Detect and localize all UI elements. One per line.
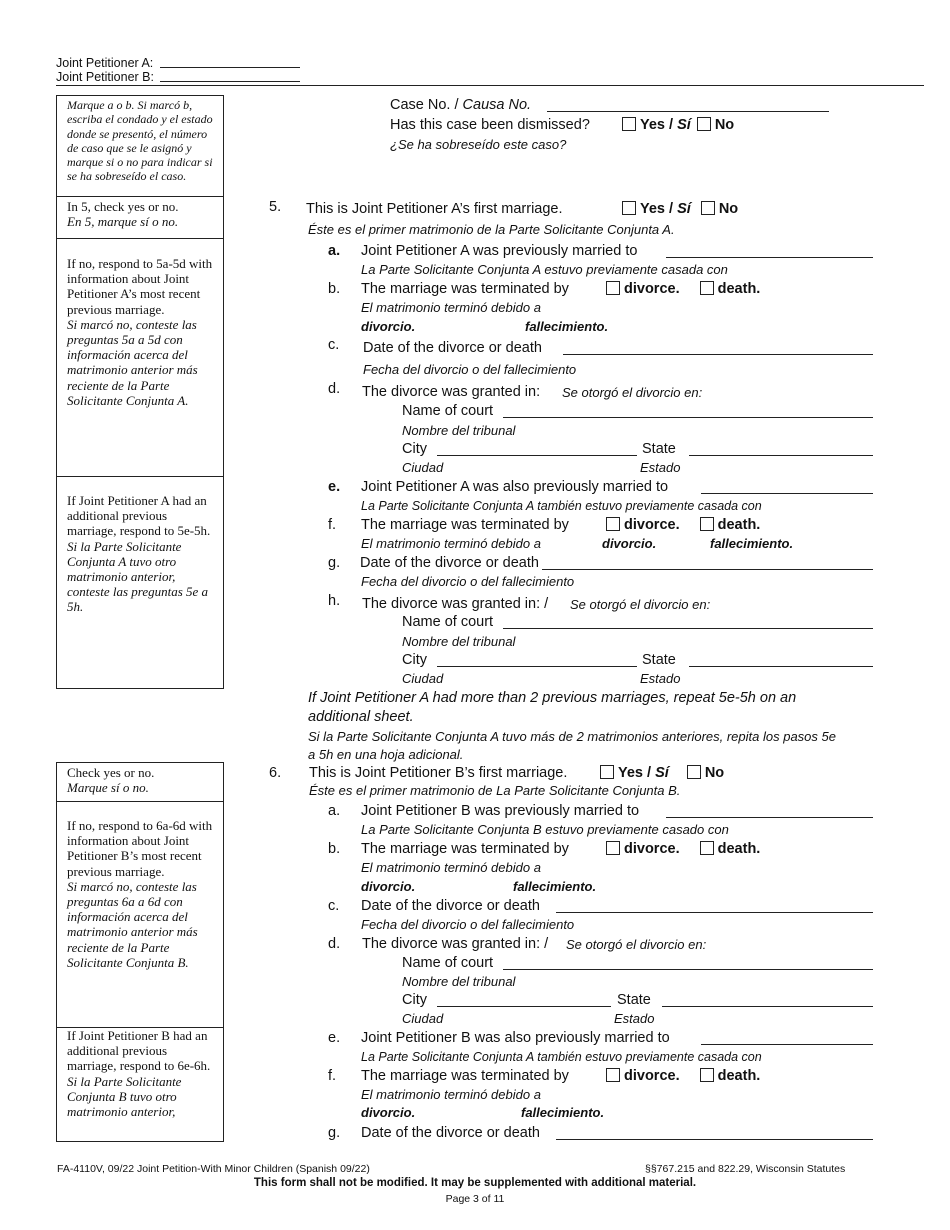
s6e-text: Joint Petitioner B was also previously married to [361,1030,670,1046]
s6d-city-field[interactable] [437,1006,611,1007]
s5b-divorcio: divorcio. [361,319,416,334]
dismissed-question-es: ¿Se ha sobreseído este caso? [390,137,567,152]
s5d-court-es: Nombre del tribunal [402,423,516,438]
s6c-label: c. [328,898,340,914]
s6g-label: g. [328,1125,341,1141]
section-6-statement-es: Éste es el primer matrimonio de La Parte Solicitante Conjunta B. [309,783,681,798]
s5c-es: Fecha del divorcio o del fallecimiento [363,362,577,377]
s5e-field[interactable] [701,493,873,494]
s6-yes-checkbox[interactable] [600,765,614,779]
s6d-state-field[interactable] [662,1006,873,1007]
dismissed-yes-checkbox[interactable] [622,117,636,131]
footer-form-id: FA-4110V, 09/22 Joint Petition-With Minor Children (Spanish 09/22) [57,1163,370,1175]
s5c-text: Date of the divorce or death [363,340,542,356]
s5f-fallecimiento: fallecimiento. [710,536,794,551]
s5-additional-es: Si la Parte Solicitante Conjunta A tuvo otro matrimonio anterior, conteste las preguntas 5e a 5h. [67,538,209,615]
s5d-estado: Estado [640,460,681,475]
s5d-city-label: City [402,441,427,457]
case-note: Marque a o b. Si marcó b, escriba el condado y el estado donde se presentó, el número de caso que se le asignó y marque si o no para indicar si se ha sobreseído el caso. [57,96,223,197]
footer-page-number: Page 3 of 11 [445,1193,505,1205]
s5e-label: e. [328,479,341,495]
s5h-court-es: Nombre del tribunal [402,634,516,649]
s5-if-no-es: Si marcó no, conteste las preguntas 5a a 5d con información acerca del matrimonio anterior más reciente de la Parte Solicitante Conjunta A. [67,316,198,408]
s5d-label: d. [328,381,341,397]
s5f-death-checkbox[interactable] [700,517,714,531]
s5h-text: The divorce was granted in: / [362,596,549,612]
section-5-number: 5. [269,199,282,215]
s5f-text: The marriage was terminated by [361,517,569,533]
s6-additional-en: If Joint Petitioner B had an additional previous marriage, respond to 6e-6h. [67,1028,211,1074]
s5d-state-label: State [642,441,676,457]
s6b-text: The marriage was terminated by [361,841,569,857]
s6f-fallecimiento: fallecimiento. [521,1105,605,1120]
s5d-state-field[interactable] [689,455,873,456]
s6d-court-es: Nombre del tribunal [402,974,516,989]
s5d-es: Se otorgó el divorcio en: [562,385,703,400]
s5h-city-field[interactable] [437,666,637,667]
s5f-options: divorce. death. [606,517,760,534]
s6f-options: divorce. death. [606,1068,760,1085]
s6f-divorce-checkbox[interactable] [606,1068,620,1082]
s5-no-checkbox[interactable] [701,201,715,215]
petitioner-a-field[interactable] [160,67,300,68]
dismissed-question: Has this case been dismissed? [390,117,590,133]
s6-if-no-note [57,802,223,1028]
petitioner-a-label: Joint Petitioner A: [56,56,154,70]
s5d-court-field[interactable] [503,417,873,418]
s6d-es: Se otorgó el divorcio en: [566,937,707,952]
s6-if-no-es: Si marcó no, conteste las preguntas 6a a 6d con información acerca del matrimonio anterior más reciente de la Parte Solicitante Conjunta B. [67,878,198,970]
s5f-divorcio: divorcio. [602,536,657,551]
s5a-label: a. [328,243,341,259]
dismissed-no-checkbox[interactable] [697,117,711,131]
s6c-text: Date of the divorce or death [361,898,540,914]
s5b-divorce-checkbox[interactable] [606,281,620,295]
s5h-city-label: City [402,652,427,668]
s6a-label: a. [328,803,341,819]
s6f-death-checkbox[interactable] [700,1068,714,1082]
s5-yes-checkbox[interactable] [622,201,636,215]
s5e-text: Joint Petitioner A was also previously married to [361,479,669,495]
s5-yes-no: Yes / Sí No [622,201,738,218]
s6d-estado: Estado [614,1011,655,1026]
s5a-text: Joint Petitioner A was previously married to [361,243,638,259]
s5b-death-checkbox[interactable] [700,281,714,295]
s5h-ciudad: Ciudad [402,671,444,686]
s5-check-en: In 5, check yes or no. [67,199,179,214]
s6f-es: El matrimonio terminó debido a [361,1087,541,1102]
section-5-statement: This is Joint Petitioner A’s first marriage. [306,201,563,217]
s6d-court-field[interactable] [503,969,873,970]
s5-more-than-2-note: If Joint Petitioner A had more than 2 previous marriages, repeat 5e-5h on an additional sheet. [308,690,797,725]
s6b-death-checkbox[interactable] [700,841,714,855]
s6d-label: d. [328,936,341,952]
s5-check-es: En 5, marque sí o no. [67,214,179,230]
s5h-state-field[interactable] [689,666,873,667]
s5-if-no-note [57,239,223,477]
header-divider [56,85,924,86]
s6-check-note [57,763,223,802]
petitioner-b-field[interactable] [160,81,300,82]
s5b-es: El matrimonio terminó debido a [361,300,541,315]
s5c-field[interactable] [563,354,873,355]
s5-check-note [57,197,223,239]
s5-if-no-en: If no, respond to 5a-5d with information about Joint Petitioner A’s most recent previous marriage. [67,256,213,317]
s6-no-checkbox[interactable] [687,765,701,779]
s6b-options: divorce. death. [606,841,760,858]
s6f-divorcio: divorcio. [361,1105,416,1120]
s6g-field[interactable] [556,1139,873,1140]
s6d-text: The divorce was granted in: / [362,936,549,952]
s6d-ciudad: Ciudad [402,1011,444,1026]
s5b-label: b. [328,281,341,297]
s6e-field[interactable] [701,1044,873,1045]
s6-yes-no: Yes / Sí No [600,765,724,782]
case-no-label: Case No. / Causa No. [390,97,532,113]
s6b-fallecimiento: fallecimiento. [513,879,597,894]
s5b-text: The marriage was terminated by [361,281,569,297]
sidebar-group-5 [56,95,224,689]
s5-more-than-2-es: Si la Parte Solicitante Conjunta A tuvo más de 2 matrimonios anteriores, repita los pasos 5e a 5h en una hoja adicional. [308,729,836,762]
s5-additional-en: If Joint Petitioner A had an additional previous marriage, respond to 5e-5h. [67,493,211,539]
s6d-state-label: State [617,992,651,1008]
s6b-divorce-checkbox[interactable] [606,841,620,855]
s5a-field[interactable] [666,257,873,258]
s5g-es: Fecha del divorcio o del fallecimiento [361,574,575,589]
s5f-divorce-checkbox[interactable] [606,517,620,531]
s6-check-es: Marque sí o no. [67,780,149,796]
s5g-label: g. [328,555,341,571]
s6-additional-es: Si la Parte Solicitante Conjunta B tuvo otro matrimonio anterior, [67,1073,182,1120]
s5-additional-note [57,477,223,689]
s5h-es: Se otorgó el divorcio en: [570,597,711,612]
s6c-field[interactable] [556,912,873,913]
s5f-label: f. [328,517,337,533]
s5h-estado: Estado [640,671,681,686]
s5c-label: c. [328,337,340,353]
sidebar-group-6 [56,762,224,1142]
s6a-field[interactable] [666,817,873,818]
s6a-text: Joint Petitioner B was previously married to [361,803,640,819]
s5d-text: The divorce was granted in: [362,384,541,400]
s6d-court-label: Name of court [402,955,494,971]
s6f-label: f. [328,1068,337,1084]
footer-notice: This form shall not be modified. It may be supplemented with additional material. [253,1177,697,1189]
s6-if-no-en: If no, respond to 6a-6d with information about Joint Petitioner B’s most recent previous marriage. [67,818,213,879]
s6g-text: Date of the divorce or death [361,1125,540,1141]
s5h-court-label: Name of court [402,614,494,630]
s6e-label: e. [328,1030,341,1046]
s6-additional-note [57,1028,223,1142]
s5g-field[interactable] [542,569,873,570]
petitioner-b-label: Joint Petitioner B: [56,70,154,84]
section-6-statement: This is Joint Petitioner B’s first marriage. [309,765,568,781]
s5g-text: Date of the divorce or death [360,555,539,571]
s5h-label: h. [328,593,341,609]
s5b-options: divorce. death. [606,281,760,298]
section-6-number: 6. [269,765,282,781]
s5d-court-label: Name of court [402,403,494,419]
footer-statutes: §§767.215 and 822.29, Wisconsin Statutes [645,1163,846,1175]
s5d-ciudad: Ciudad [402,460,444,475]
s5h-court-field[interactable] [503,628,873,629]
s6b-divorcio: divorcio. [361,879,416,894]
dismissed-options: Yes / Sí No [622,117,734,134]
section-5-statement-es: Éste es el primer matrimonio de la Parte Solicitante Conjunta A. [308,222,675,237]
case-no-field[interactable] [547,111,829,112]
s5e-es: La Parte Solicitante Conjunta A también estuvo previamente casada con [361,499,762,513]
s5a-es: La Parte Solicitante Conjunta A estuvo previamente casada con [361,262,728,277]
s6b-label: b. [328,841,341,857]
s6-check-en: Check yes or no. [67,765,155,780]
s6c-es: Fecha del divorcio o del fallecimiento [361,917,575,932]
s6e-es: La Parte Solicitante Conjunta A también estuvo previamente casada con [361,1050,762,1064]
s5d-city-field[interactable] [437,455,637,456]
s5h-state-label: State [642,652,676,668]
s5b-fallecimiento: fallecimiento. [525,319,609,334]
s6d-city-label: City [402,992,427,1008]
s6a-es: La Parte Solicitante Conjunta B estuvo previamente casado con [361,822,729,837]
s6b-es: El matrimonio terminó debido a [361,860,541,875]
s6f-text: The marriage was terminated by [361,1068,569,1084]
s5f-es: El matrimonio terminó debido a [361,536,541,551]
